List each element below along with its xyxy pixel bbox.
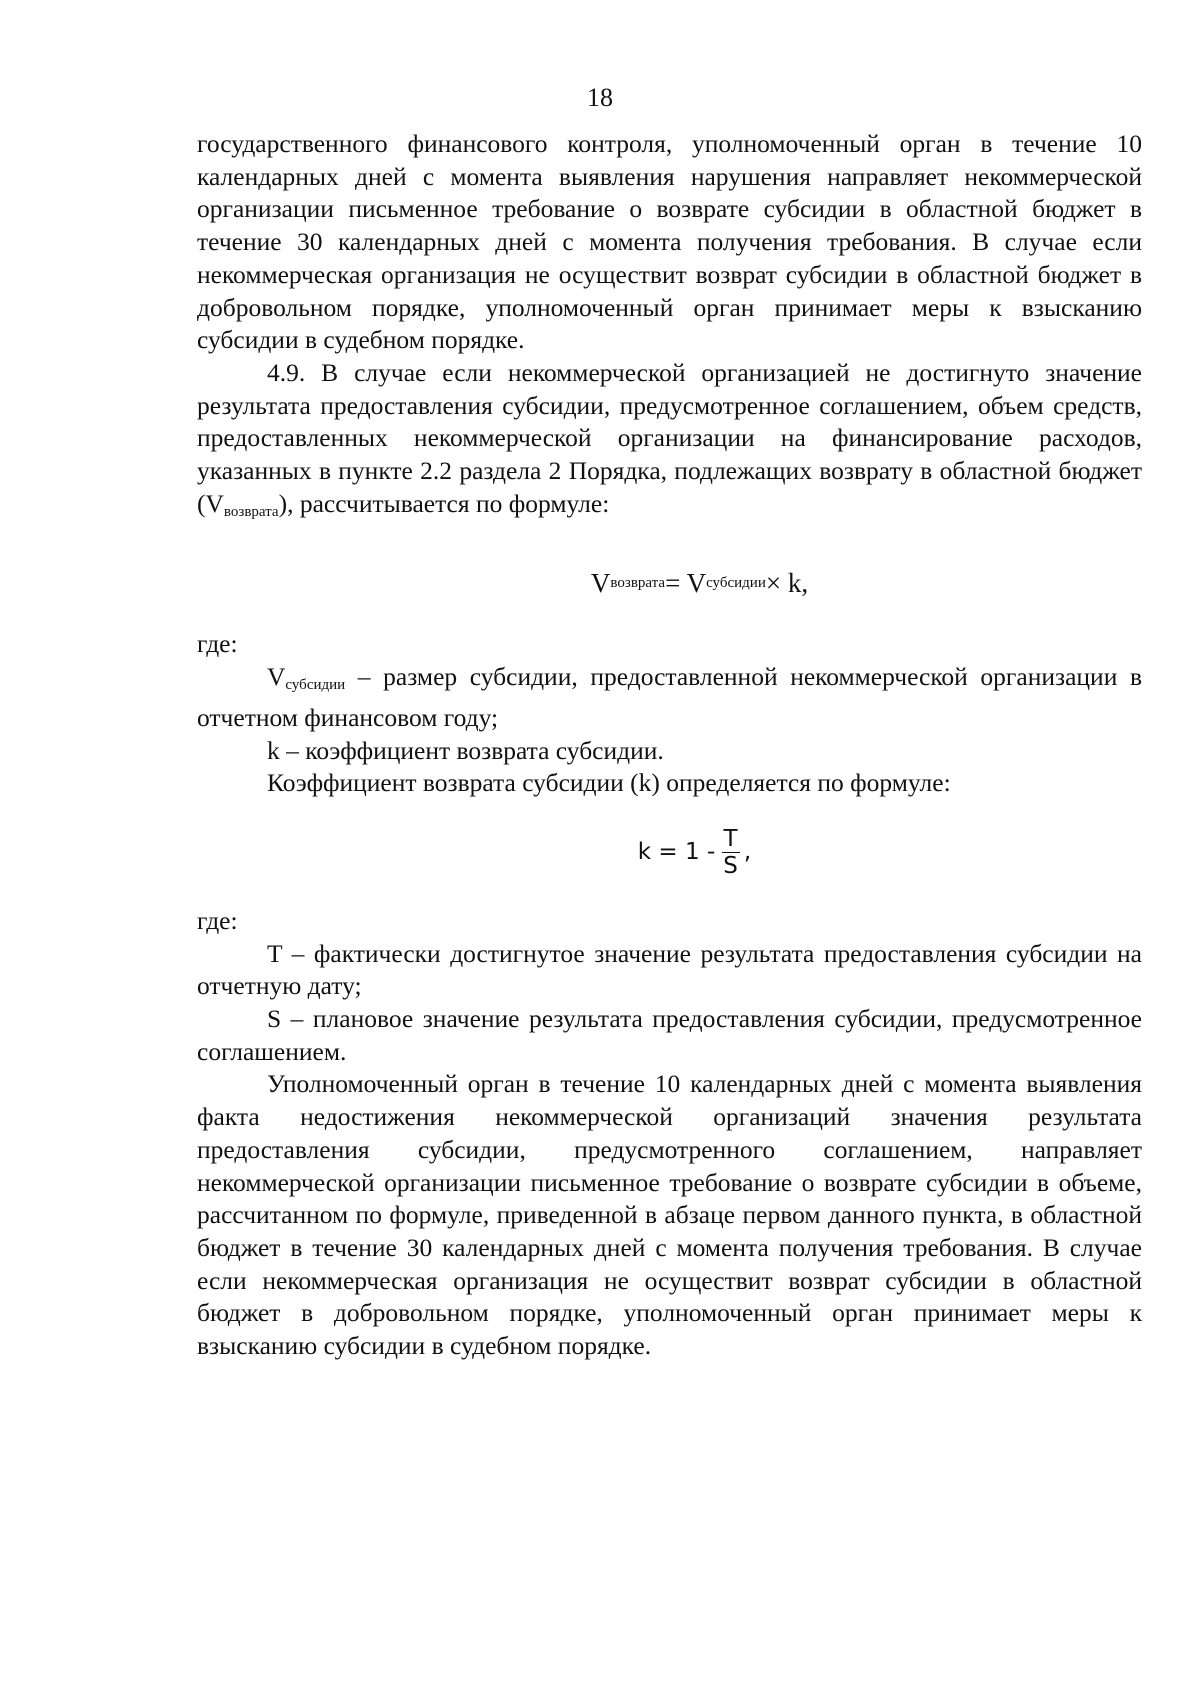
def-v-subscript: субсидии bbox=[285, 677, 346, 694]
def-v-symbol: V bbox=[267, 662, 286, 692]
paragraph-4-9 bbox=[197, 357, 1142, 529]
where-label-2: где: bbox=[197, 905, 238, 935]
paragraph-final: Уполномоченный орган в течение 10 календарных дней с момента выявления факта недостижения некоммерческой организаций значения результата предоставления субсидии, предусмотренного соглашением, направляет некоммерческой организации письменное требование о возврате субсидии в объеме, рассчитанном по формуле, приведенной в абзаце первом данного пункта, в областной бюджет в течение 30 календарных дней с момента получения требования. В случае если некоммерческая организация не осуществит возврат субсидии в областной бюджет в добровольном порядке, уполномоченный орган принимает меры к взысканию субсидии в судебном порядке. bbox=[197, 1069, 1142, 1361]
fraction bbox=[721, 826, 740, 879]
def-v-text: – размер субсидии, предоставленной некоммерческой организации в отчетном финансовом году; bbox=[197, 662, 1142, 732]
formula-coefficient bbox=[197, 800, 1142, 905]
fraction-denominator: S bbox=[723, 852, 738, 879]
formula-equals: = V bbox=[665, 568, 707, 599]
where-label: где: bbox=[197, 629, 238, 659]
paragraph-4-9-text: 4.9. В случае если некоммерческой организацией не достигнуто значение результата предоставления субсидии, предусмотренное соглашением, объем средств, предоставленных некоммерческой организации на финансирование расходов, указанных в пункте 2.2 раздела 2 Порядка, подлежащих возврату в областной бюджет (V bbox=[197, 357, 1142, 518]
formula2-tail: , bbox=[743, 839, 752, 866]
formula-sub-subsidy: субсидии bbox=[706, 575, 766, 592]
formula-v: V bbox=[590, 568, 611, 599]
paragraph-4-9-tail: ), рассчитывается по формуле: bbox=[278, 488, 610, 518]
definition-v-subsidy bbox=[197, 661, 1142, 734]
formula-rest: × k, bbox=[765, 568, 809, 599]
definition-k: k – коэффициент возврата субсидии. bbox=[267, 735, 664, 765]
document-body bbox=[197, 128, 1142, 1363]
formula-return-volume bbox=[197, 528, 1142, 628]
subscript-return: возврата bbox=[223, 503, 279, 520]
definition-t: T – фактически достигнутое значение результата предоставления субсидии на отчетную дату; bbox=[197, 938, 1142, 1001]
formula-sub-return: возврата bbox=[610, 575, 666, 592]
coefficient-intro: Коэффициент возврата субсидии (k) определяется по формуле: bbox=[267, 768, 951, 798]
definition-s: S – плановое значение результата предоставления субсидии, предусмотренное соглашением. bbox=[197, 1004, 1142, 1066]
page-number: 18 bbox=[587, 83, 613, 112]
formula2-lhs: k = 1 - bbox=[637, 839, 716, 866]
paragraph-continuation: государственного финансового контроля, уполномоченный орган в течение 10 календарных дней с момента выявления нарушения направляет некоммерческой организации письменное требование о возврате субсидии в областной бюджет в течение 30 календарных дней с момента получения требования. В случае если некоммерческая организация не осуществит возврат субсидии в областной бюджет в добровольном порядке, уполномоченный орган принимает меры к взысканию субсидии в судебном порядке. bbox=[197, 129, 1142, 355]
fraction-numerator: T bbox=[723, 825, 738, 852]
